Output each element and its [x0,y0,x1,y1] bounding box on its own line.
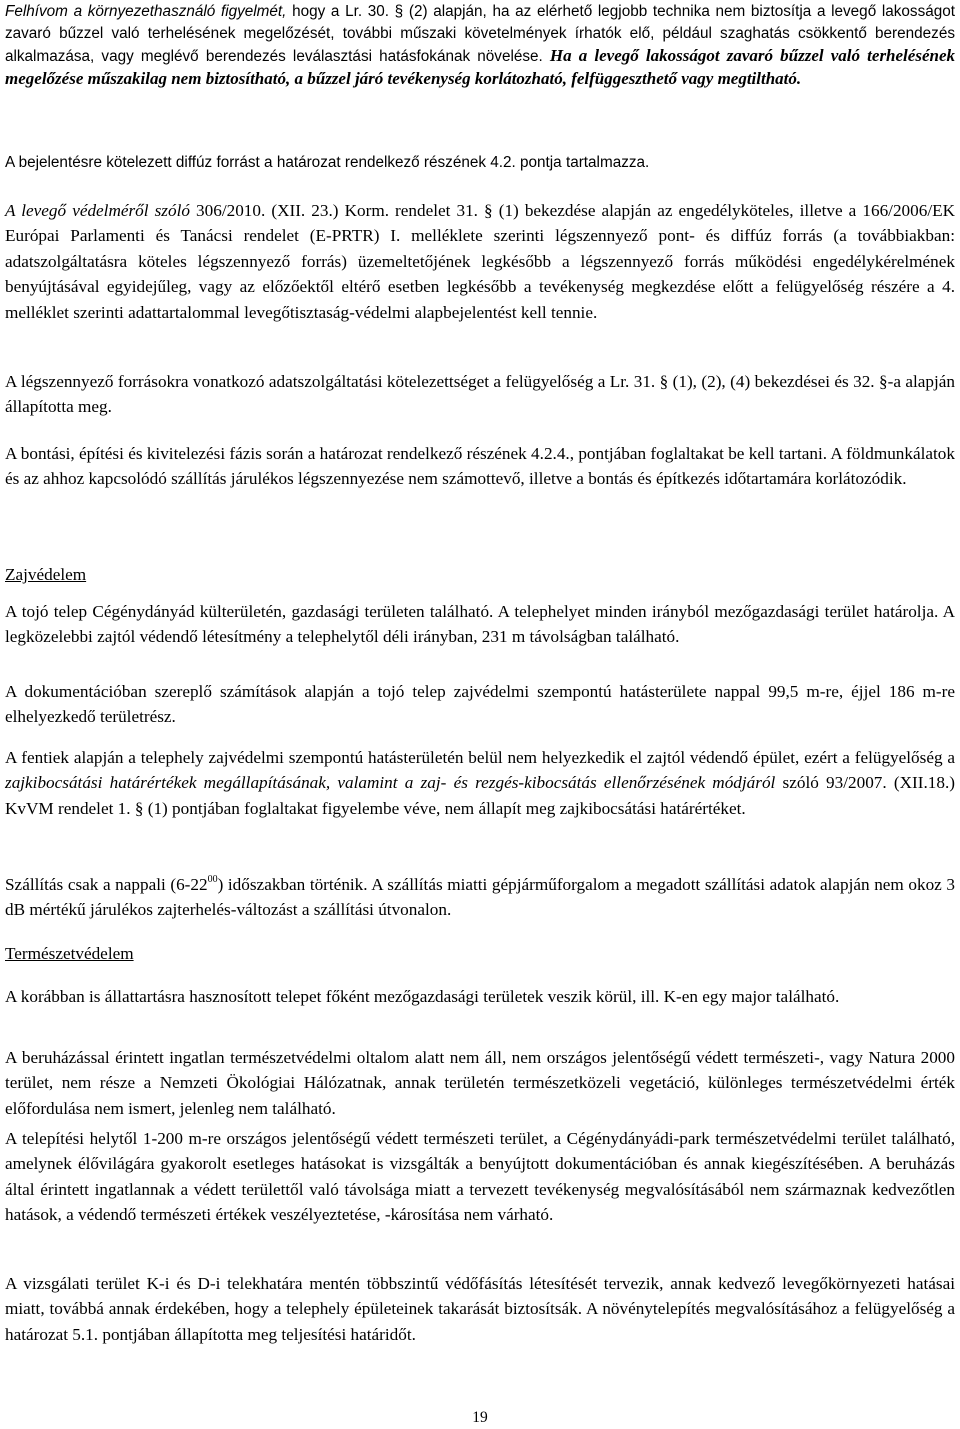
italic-text: zajkibocsátási határértékek megállapításának, valamint a zaj- és rezgés-kibocsátás ellenőrzésének módjáról [5,773,776,793]
page-number: 19 [472,1409,488,1426]
text: ) időszakban történik. A szállítás miatti gépjárműforgalom a megadott szállítási adatok alapján nem okoz 3 dB mértékű járulékos zajterhelés-változást a szállítási útvonalon. [5,875,955,920]
text: Szállítás csak a nappali (6-22 [5,875,208,894]
paragraph-construction: A bontási, építési és kivitelezési fázis során a határozat rendelkező részének 4.2.4., pontjában foglaltakat be kell tartani. A földmunkálatok és az ahhoz kapcsolódó szállítás járulékos légszennyezése nem számottevő, illetve a bontás és építkezés időtartamára korlátozódik. [5,444,955,489]
paragraph-surroundings: A korábban is állattartásra hasznosított telepet főként mezőgazdasági területek veszik körül, ill. K-en egy major található. [5,987,840,1006]
italic-text: A levegő védelméről szóló [5,201,190,220]
paragraph-air-protection [5,198,955,325]
superscript: 00 [207,874,218,886]
italic-text: Felhívom a környezethasználó figyelmét, [5,3,287,20]
paragraph-tree-planting: A vizsgálati terület K-i és D-i telekhatára mentén többszintű védőfásítás létesítését tervezik, annak kedvező levegőkörnyezeti hatásai miatt, továbbá annak érdekében, hogy a telephely épületeinek takarását biztosítsák. A növénytelepítés megvalósításához a felügyelőség a határozat 5.1. pontjában állapította meg teljesítési határidőt. [5,1274,955,1344]
paragraph-protected-status: A beruházással érintett ingatlan természetvédelmi oltalom alatt nem áll, nem országos jelentőségű védett természeti-, vagy Natura 2000 terület, nem része a Nemzeti Ökológiai Hálózatnak, annak területén természetközeli vegetáció, különleges természetvédelmi érték előfordulása nem ismert, jelenleg nem található. [5,1048,955,1118]
text: A fentiek alapján a telephely zajvédelmi szempontú hatásterületén belül nem helyezkedik el zajtól védendő épület, ezért a felügyelőség a [5,748,955,767]
heading-nature-protection: Természetvédelem [5,944,134,963]
paragraph-odor [5,1,955,91]
text: szóló 93/2007. (XII.18.) KvVM rendelet 1. § (1) pontjában foglaltakat figyelembe véve, nem állapít meg zajkibocsátási határértéket. [5,773,955,818]
paragraph-noise-limits [5,745,955,821]
paragraph-data-obligation: A légszennyező forrásokra vonatkozó adatszolgáltatási kötelezettséget a felügyelőség a Lr. 31. § (1), (2), (4) bekezdései és 32. §-a alapján állapította meg. [5,372,955,417]
bold-italic-text: Ha a levegő lakosságot zavaró bűzzel való terhelésének megelőzése műszakilag nem biztosítható, a bűzzel járó tevékenység korlátozható, felfüggeszthető vagy megtiltható. [5,46,955,88]
paragraph-site-location: A tojó telep Cégénydányád külterületén, gazdasági területen található. A telephelyet minden irányból mezőgazdasági terület határolja. A legközelebbi zajtól védendő létesítmény a telephelytől déli irányban, 231 m távolságban található. [5,602,955,647]
heading-noise-protection: Zajvédelem [5,565,87,584]
text: 306/2010. (XII. 23.) Korm. rendelet 31. § (1) bekezdése alapján az engedélyköteles, illetve a 166/2006/EK Európai Parlamenti és Tanácsi rendelet (E-PRTR) I. melléklete szerinti légszennyező pont- és diffúz forrás (a továbbiakban: adatszolgáltatásra köteles légszennyező forrás) üzemeltetőjének legkésőbb a légszennyező forrás működési engedélykérelmének benyújtásával egyidejűleg, vagy az előzőektől eltérő esetben legkésőbb a tevékenység megkezdése előtt a felügyelőség részére a 4. melléklet szerinti adattartalommal levegőtisztaság-védelmi alapbejelentést kell tennie. [5,201,956,322]
paragraph-transport [5,872,955,923]
paragraph-impact-area: A dokumentációban szereplő számítások alapján a tojó telep zajvédelmi szempontú hatásterülete nappal 99,5 m-re, éjjel 186 m-re elhelyezkedő területrész. [5,682,955,727]
text: hogy a Lr. 30. § (2) alapján, ha az elérhető legjobb technika nem biztosítja a levegő lakosságot zavaró bűzzel való terhelésének megelőzését, további műszaki követelmények írhatók elő, például szaghatás csökkentő berendezés alkalmazása, vagy meglévő berendezés leválasztási hatásfokának növelése. [5,3,955,65]
paragraph-protected-park: A telepítési helytől 1-200 m-re országos jelentőségű védett természeti terület, a Cégénydányádi-park természetvédelmi terület található, amelynek élővilágára gyakorolt esetleges hatásokat is vizsgálták a benyújtott dokumentációban és annak kiegészítésében. A beruházás által érintett ingatlannak a védett területtől való távolsága miatt a tervezett tevékenység megvalósításából nem származnak kedvezőtlen hatások, a védendő természeti értékek veszélyeztetése, -károsítása nem várható. [5,1129,955,1225]
paragraph-diffuse-source: A bejelentésre kötelezett diffúz forrást a határozat rendelkező részének 4.2. pontja tartalmazza. [5,154,650,171]
